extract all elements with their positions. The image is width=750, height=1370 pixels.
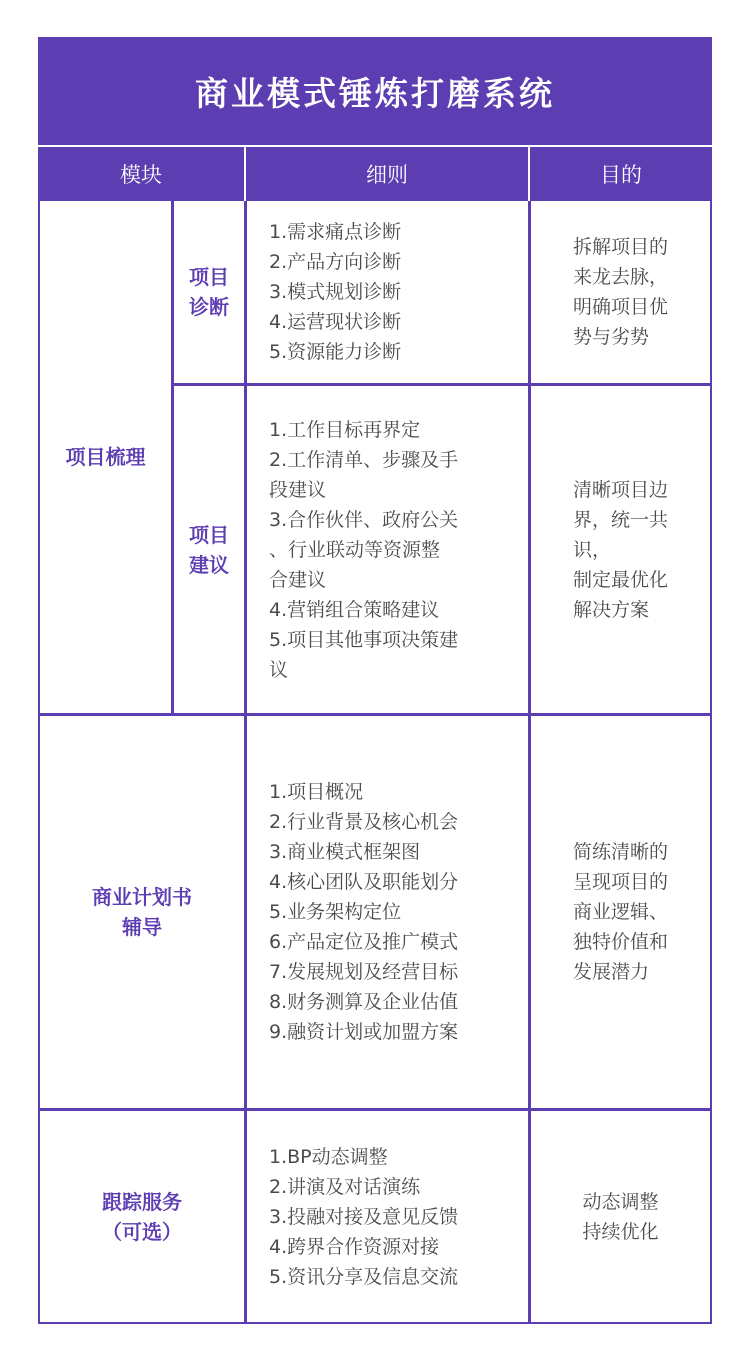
sub-module-advice [174, 386, 244, 713]
purpose-line: 制定最优化 [572, 568, 668, 591]
detail-item: 、行业联动等资源整 [269, 538, 441, 561]
detail-item: 1.工作目标再界定 [269, 418, 421, 441]
detail-item: 1.BP动态调整 [269, 1145, 388, 1168]
module-label [92, 882, 192, 942]
details-list [269, 1142, 458, 1292]
sub-module-label: 项目建议 [189, 522, 229, 577]
detail-item: 2.工作清单、步骤及手 [269, 448, 459, 471]
purpose-line: 明确项目优 [572, 296, 668, 318]
detail-item: 3.合作伙伴、政府公关 [269, 508, 459, 531]
detail-item: 9.融资计划或加盟方案 [269, 1021, 459, 1043]
detail-item: 5.业务架构定位 [269, 901, 402, 923]
header-module: 模块 [38, 147, 244, 201]
details-list [269, 777, 458, 1047]
module-tracking-service [40, 1111, 244, 1322]
purpose-line: 简练清晰的 [572, 841, 668, 863]
purpose-tracking-service [531, 1111, 710, 1322]
border-bottom [38, 1322, 712, 1324]
purpose-text [573, 232, 668, 352]
header-purpose: 目的 [530, 147, 712, 201]
detail-item: 议 [269, 658, 289, 681]
sub-module-diagnosis [174, 201, 244, 383]
purpose-line: 动态调整 [582, 1190, 659, 1213]
detail-item: 5.项目其他事项决策建 [269, 628, 459, 651]
detail-item: 4.营销组合策略建议 [269, 598, 440, 621]
detail-item: 6.产品定位及推广模式 [269, 931, 459, 953]
purpose-line: 呈现项目的 [572, 871, 668, 893]
detail-item: 8.财务测算及企业估值 [269, 991, 459, 1013]
purpose-line: 持续优化 [582, 1220, 659, 1243]
purpose-line: 独特价值和 [572, 931, 668, 953]
detail-item: 2.产品方向诊断 [269, 251, 402, 273]
module-label [102, 1187, 182, 1247]
business-model-table [38, 37, 712, 1324]
purpose-line: 识， [572, 538, 611, 561]
detail-item: 段建议 [269, 478, 327, 501]
details-business-plan [247, 716, 528, 1108]
details-diagnosis [247, 201, 528, 383]
purpose-advice [531, 386, 710, 713]
table-title: 商业模式锤炼打磨系统 [38, 37, 712, 145]
module-label-line: 辅导 [122, 915, 162, 939]
purpose-diagnosis [531, 201, 710, 383]
purpose-line: 解决方案 [572, 598, 649, 621]
purpose-line: 商业逻辑、 [572, 901, 668, 923]
detail-item: 7.发展规划及经营目标 [269, 961, 459, 983]
purpose-line: 来龙去脉， [572, 266, 668, 288]
detail-item: 3.投融对接及意见反馈 [269, 1205, 459, 1228]
detail-item: 3.模式规划诊断 [269, 281, 402, 303]
detail-item: 1.项目概况 [269, 781, 364, 803]
module-project-sorting [40, 201, 171, 713]
detail-item: 5.资源能力诊断 [269, 341, 402, 363]
detail-item: 5.资讯分享及信息交流 [269, 1265, 459, 1288]
purpose-line: 势与劣势 [572, 326, 649, 348]
module-label-line: （可选） [102, 1219, 182, 1244]
detail-item: 1.需求痛点诊断 [269, 221, 402, 243]
header-divider-1 [244, 147, 246, 201]
purpose-line: 清晰项目边 [572, 478, 668, 501]
detail-item: 4.运营现状诊断 [269, 311, 402, 333]
detail-item: 4.核心团队及职能划分 [269, 871, 459, 893]
header-divider-2 [528, 147, 530, 201]
module-label: 项目梳理 [65, 445, 146, 469]
purpose-line: 拆解项目的 [572, 236, 668, 258]
purpose-business-plan [531, 716, 710, 1108]
detail-item: 合建议 [269, 568, 327, 591]
module-business-plan [40, 716, 244, 1108]
purpose-line: 界，统一共 [572, 508, 668, 531]
purpose-text [582, 1187, 658, 1247]
purpose-text [573, 837, 668, 987]
purpose-text [573, 475, 668, 625]
details-tracking-service [247, 1111, 528, 1322]
module-label-line: 跟踪服务 [102, 1189, 182, 1214]
detail-item: 4.跨界合作资源对接 [269, 1235, 440, 1258]
header-details: 细则 [246, 147, 528, 201]
detail-item: 2.讲演及对话演练 [269, 1175, 421, 1198]
details-list [269, 217, 401, 367]
detail-item: 2.行业背景及核心机会 [269, 811, 459, 833]
details-list [269, 415, 458, 685]
details-advice [247, 386, 528, 713]
module-label-line: 商业计划书 [92, 885, 192, 909]
border-right [710, 201, 712, 1324]
detail-item: 3.商业模式框架图 [269, 841, 421, 863]
purpose-line: 发展潜力 [572, 961, 649, 983]
sub-module-label: 项目诊断 [189, 265, 229, 319]
